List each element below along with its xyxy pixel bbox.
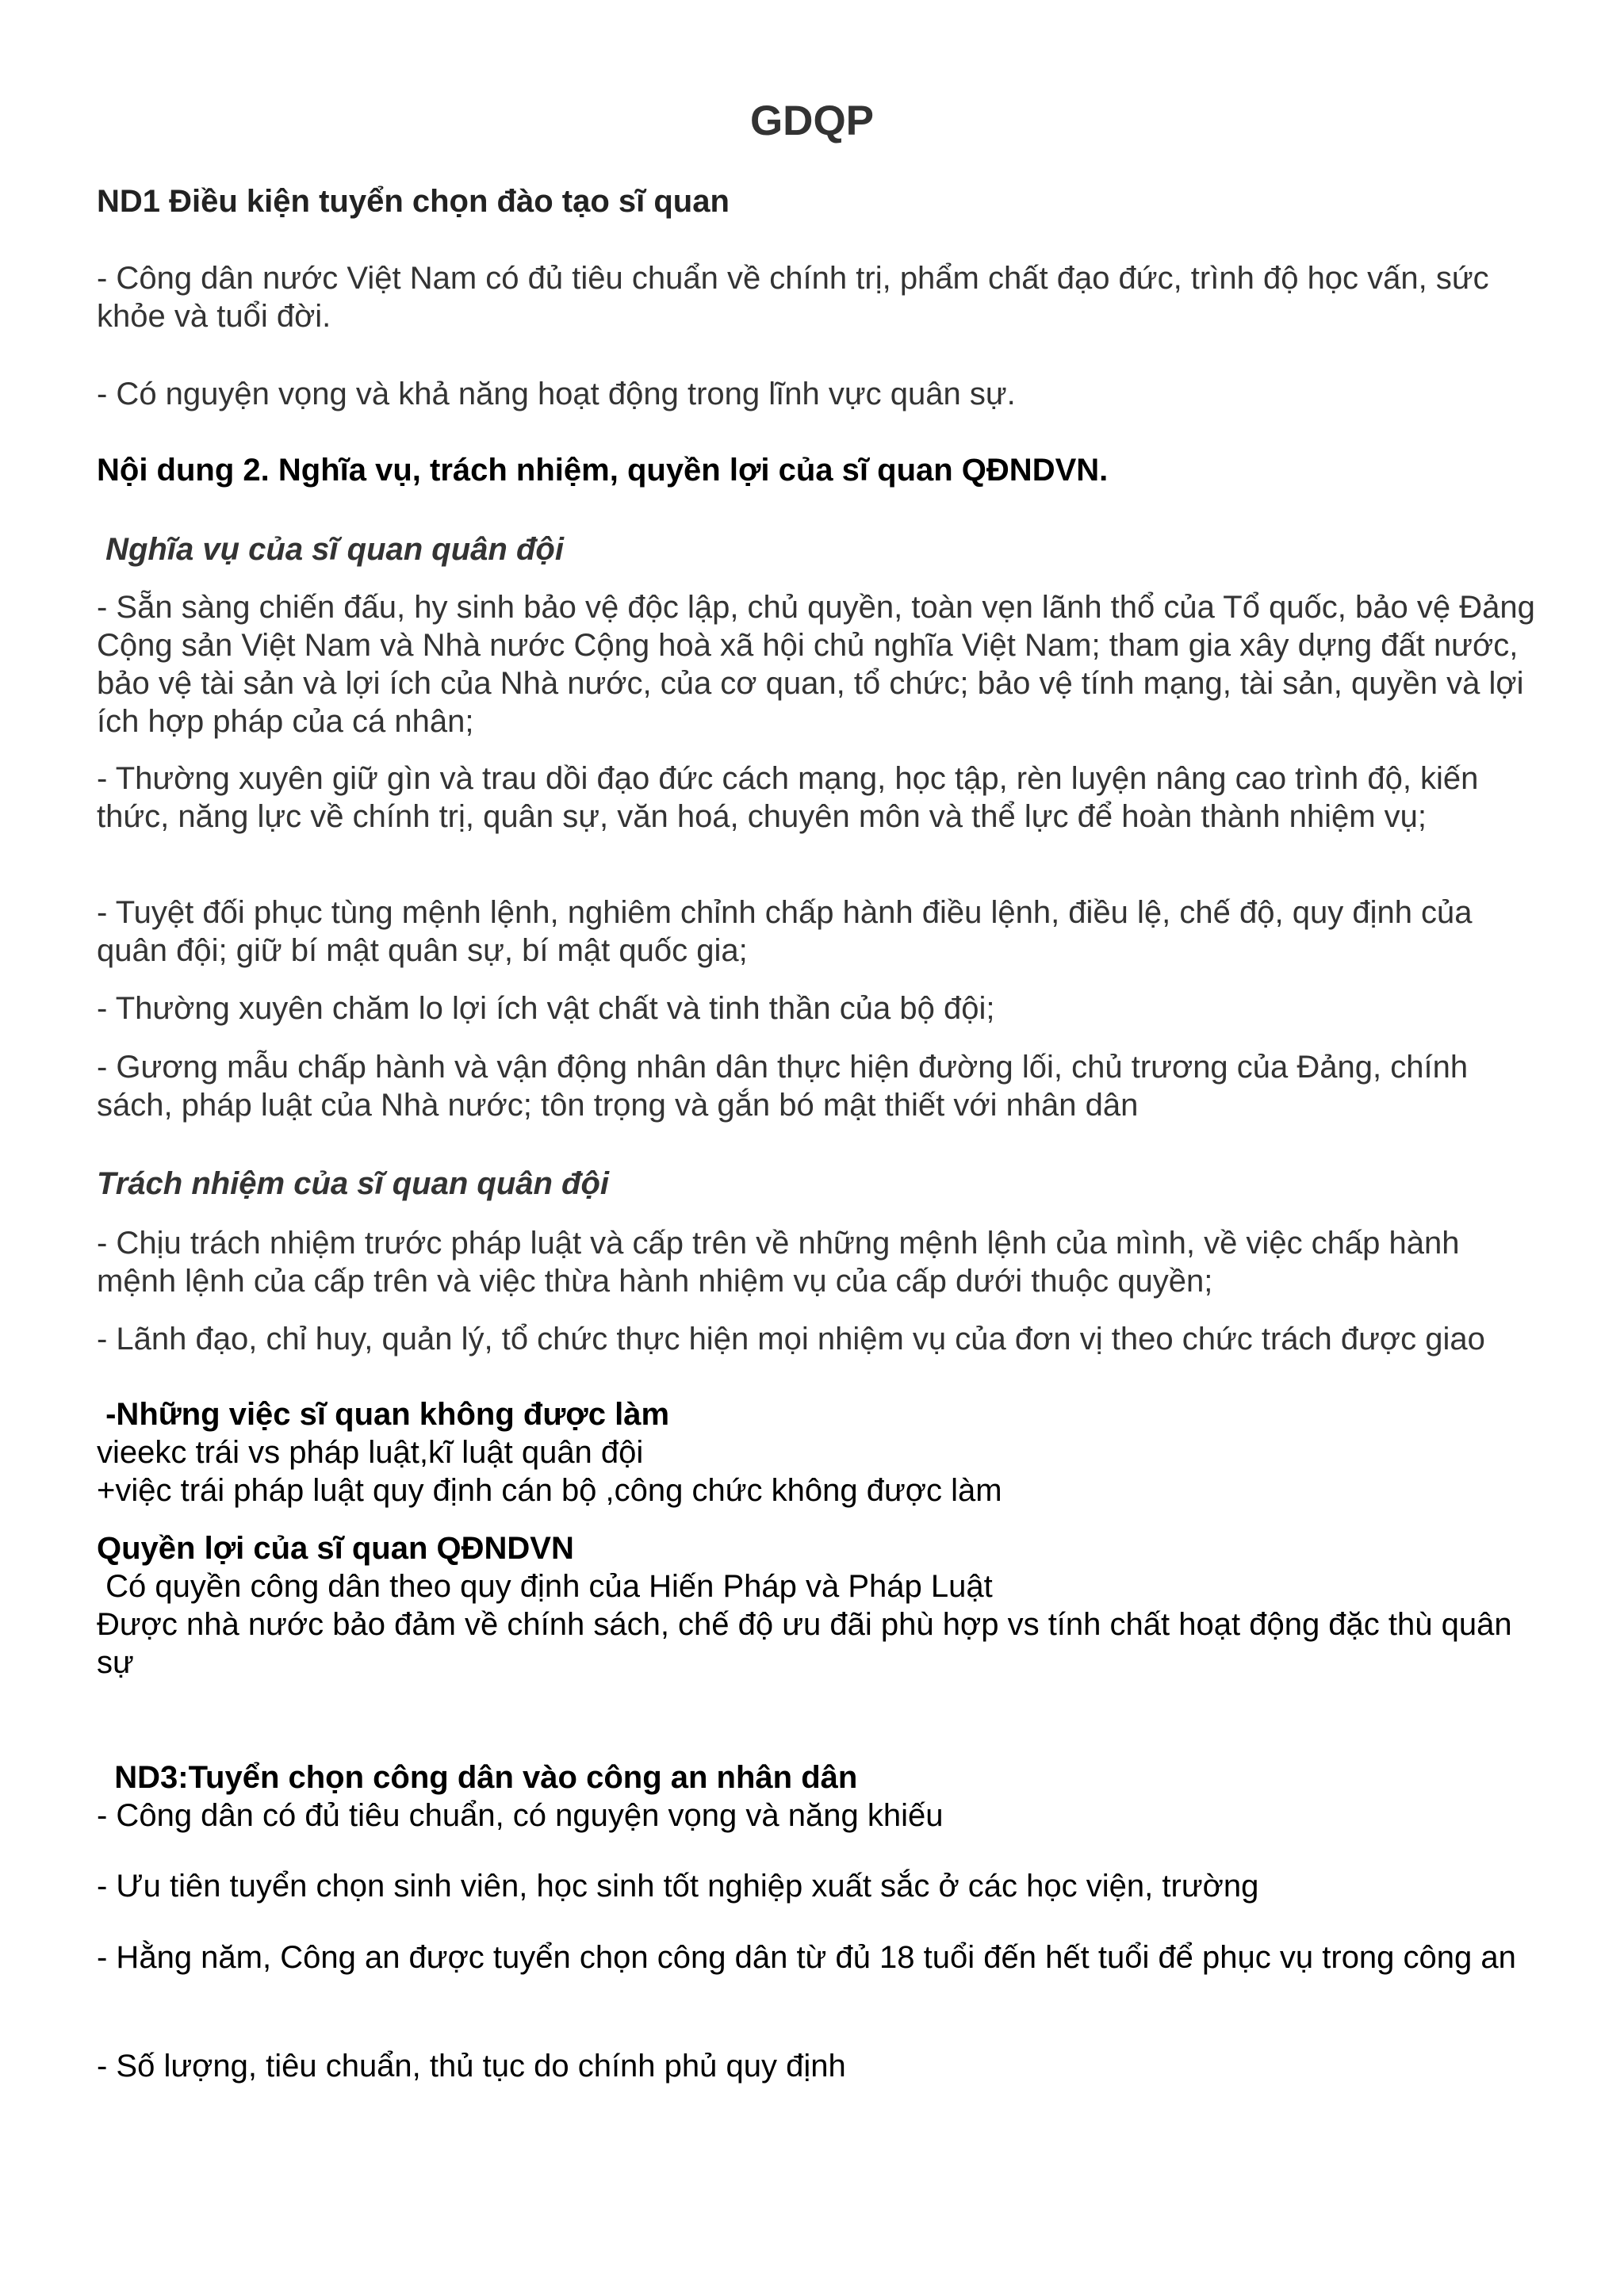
rights-heading: Quyền lợi của sĩ quan QĐNDVN: [97, 1531, 574, 1566]
rights-item-1: Có quyền công dân theo quy định của Hiến Pháp và Pháp Luật: [97, 1569, 993, 1604]
nd1-paragraph-1: - Công dân nước Việt Nam có đủ tiêu chuẩn về chính trị, phẩm chất đạo đức, trình độ học vấn, sức khỏe và tuổi đời.: [97, 261, 1489, 334]
nd3-heading: ND3:Tuyển chọn công dân vào công an nhân dân: [97, 1760, 858, 1795]
duty-item-1: - Sẵn sàng chiến đấu, hy sinh bảo vệ độc lập, chủ quyền, toàn vẹn lãnh thổ của Tổ quốc, bảo vệ Đảng Cộng sản Việt Nam và Nhà nước Cộng hoà xã hội chủ nghĩa Việt Nam; tham gia xây dựng đất nước, bảo vệ tài sản và lợi ích của Nhà nước, của cơ quan, tổ chức; bảo vệ tính mạng, tài sản, quyền và lợi ích hợp pháp của cá nhân;: [97, 590, 1535, 739]
nd3-item-4: - Số lượng, tiêu chuẩn, thủ tục do chính phủ quy định: [97, 2049, 846, 2084]
document-title: GDQP: [749, 98, 875, 144]
nd3-item-2: - Ưu tiên tuyển chọn sinh viên, học sinh tốt nghiệp xuất sắc ở các học viện, trường: [97, 1869, 1259, 1904]
nd3-item-3: - Hằng năm, Công an được tuyển chọn công dân từ đủ 18 tuổi đến hết tuổi để phục vụ trong công an: [97, 1940, 1516, 1975]
forbidden-item-2: +việc trái pháp luật quy định cán bộ ,công chức không được làm: [97, 1473, 1002, 1508]
duty-item-2: - Thường xuyên giữ gìn và trau dồi đạo đức cách mạng, học tập, rèn luyện nâng cao trình độ, kiến thức, năng lực về chính trị, quân sự, văn hoá, chuyên môn và thể lực để hoàn thành nhiệm vụ;: [97, 761, 1479, 834]
nd1-paragraph-2: - Có nguyện vọng và khả năng hoạt động trong lĩnh vực quân sự.: [97, 377, 1016, 411]
duty-item-3: - Tuyệt đối phục tùng mệnh lệnh, nghiêm chỉnh chấp hành điều lệnh, điều lệ, chế độ, quy định của quân đội; giữ bí mật quân sự, bí mật quốc gia;: [97, 895, 1473, 968]
responsibility-item-2: - Lãnh đạo, chỉ huy, quản lý, tổ chức thực hiện mọi nhiệm vụ của đơn vị theo chức trách được giao: [97, 1322, 1485, 1357]
responsibility-item-1: - Chịu trách nhiệm trước pháp luật và cấp trên về những mệnh lệnh của mình, về việc chấp hành mệnh lệnh của cấp trên và việc thừa hành nhiệm vụ của cấp dưới thuộc quyền;: [97, 1226, 1460, 1299]
responsibility-heading: Trách nhiệm của sĩ quan quân đội: [97, 1166, 610, 1201]
forbidden-heading: -Những việc sĩ quan không được làm: [97, 1397, 670, 1432]
duty-item-5: - Gương mẫu chấp hành và vận động nhân dân thực hiện đường lối, chủ trương của Đảng, chính sách, pháp luật của Nhà nước; tôn trọng và gắn bó mật thiết với nhân dân: [97, 1050, 1469, 1123]
duty-heading: Nghĩa vụ của sĩ quan quân đội: [97, 532, 564, 567]
nd3-item-1: - Công dân có đủ tiêu chuẩn, có nguyện vọng và năng khiếu: [97, 1798, 944, 1833]
forbidden-item-1: vieekc trái vs pháp luật,kĩ luật quân đội: [97, 1435, 644, 1470]
duty-item-4: - Thường xuyên chăm lo lợi ích vật chất và tinh thần của bộ đội;: [97, 991, 995, 1026]
nd1-heading: ND1 Điều kiện tuyển chọn đào tạo sĩ quan: [97, 184, 730, 219]
rights-item-2: Được nhà nước bảo đảm về chính sách, chế độ ưu đãi phù hợp vs tính chất hoạt động đặc thù quân sự: [97, 1607, 1512, 1680]
nd2-heading: Nội dung 2. Nghĩa vụ, trách nhiệm, quyền lợi của sĩ quan QĐNDVN.: [97, 453, 1109, 488]
